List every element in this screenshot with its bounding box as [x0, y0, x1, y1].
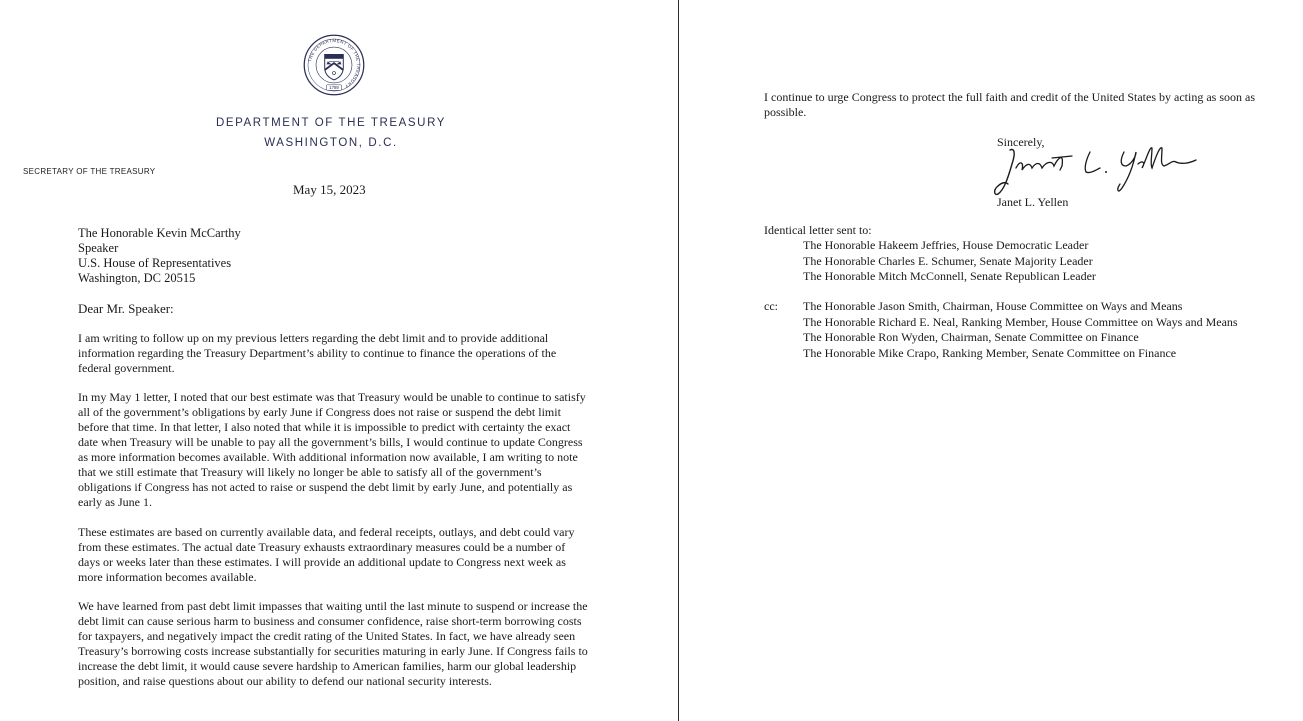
- letter-date: May 15, 2023: [293, 182, 366, 197]
- complimentary-close: Sincerely,: [997, 135, 1045, 149]
- list-item: The Honorable Mike Crapo, Ranking Member, Senate Committee on Finance: [803, 345, 1177, 360]
- letterhead-department: DEPARTMENT OF THE TREASURY: [215, 117, 447, 129]
- recipient-line: Speaker: [78, 241, 119, 255]
- closing-paragraph: I continue to urge Congress to protect the full faith and credit of the United States by acting as soon as possible.: [764, 90, 1255, 119]
- recipient-line: U.S. House of Representatives: [78, 256, 232, 270]
- letterhead-office: SECRETARY OF THE TREASURY: [23, 167, 156, 176]
- recipient-line: The Honorable Kevin McCarthy: [78, 226, 241, 240]
- letterhead-city: WASHINGTON, D.C.: [264, 137, 398, 149]
- page-divider: [678, 0, 679, 721]
- identical-letter-recipients: [803, 238, 1096, 285]
- list-item: The Honorable Hakeem Jeffries, House Democratic Leader: [803, 238, 1089, 252]
- identical-letter-label: Identical letter sent to:: [764, 223, 872, 237]
- recipient-line: Washington, DC 20515: [78, 271, 196, 285]
- list-item: The Honorable Mitch McConnell, Senate Republican Leader: [803, 269, 1096, 283]
- recipient-address: [78, 226, 241, 286]
- cc-label: cc:: [764, 299, 778, 313]
- seal-ring-text: THE DEPARTMENT OF THE TREASURY: [307, 38, 361, 90]
- list-item: The Honorable Charles E. Schumer, Senate Majority Leader: [803, 253, 1093, 268]
- salutation: Dear Mr. Speaker:: [78, 301, 174, 316]
- letter-page-2: [680, 0, 1303, 721]
- handwritten-signature: [992, 142, 1212, 198]
- seal-year: 1789: [329, 85, 339, 91]
- body-paragraph: In my May 1 letter, I noted that our best estimate was that Treasury would be unable to continue to satisfy all of the government’s obligations by early June if Congress does not raise or suspend the debt limit before that time. In that letter, I also noted that while it is impossible to predict with certainty the exact date when Treasury will be unable to pay all the government’s bills, I would continue to update Congress as more information becomes available. With additional information now available, I am writing to note that we still estimate that Treasury will likely no longer be able to satisfy all of the government’s obligations if Congress has not acted to raise or suspend the debt limit by early June, and potentially as early as June 1.: [78, 390, 586, 509]
- treasury-seal-icon: [303, 34, 365, 96]
- cc-recipients: [803, 299, 1238, 361]
- list-item: The Honorable Richard E. Neal, Ranking Member, House Committee on Ways and Means: [803, 314, 1238, 329]
- list-item: The Honorable Ron Wyden, Chairman, Senate Committee on Finance: [803, 330, 1139, 344]
- body-paragraph: These estimates are based on currently available data, and federal receipts, outlays, and debt could vary from these estimates. The actual date Treasury exhausts extraordinary measures could be a number of days or weeks later than these estimates. I will provide an additional update to Congress next week as more information becomes available.: [78, 525, 575, 584]
- body-paragraph: I am writing to follow up on my previous letters regarding the debt limit and to provide additional information regarding the Treasury Department’s ability to continue to finance the operations of the federal government.: [78, 331, 557, 375]
- signer-name: Janet L. Yellen: [997, 195, 1069, 209]
- body-paragraph: We have learned from past debt limit impasses that waiting until the last minute to suspend or increase the debt limit can cause serious harm to business and consumer confidence, raise short-term borrowing costs for taxpayers, and negatively impact the credit rating of the United States. In fact, we have already seen Treasury’s borrowing costs increase substantially for securities maturing in early June. If Congress fails to increase the debt limit, it would cause severe hardship to American families, harm our global leadership position, and raise questions about our ability to defend our national security interests.: [78, 599, 588, 688]
- list-item: The Honorable Jason Smith, Chairman, House Committee on Ways and Means: [803, 299, 1183, 313]
